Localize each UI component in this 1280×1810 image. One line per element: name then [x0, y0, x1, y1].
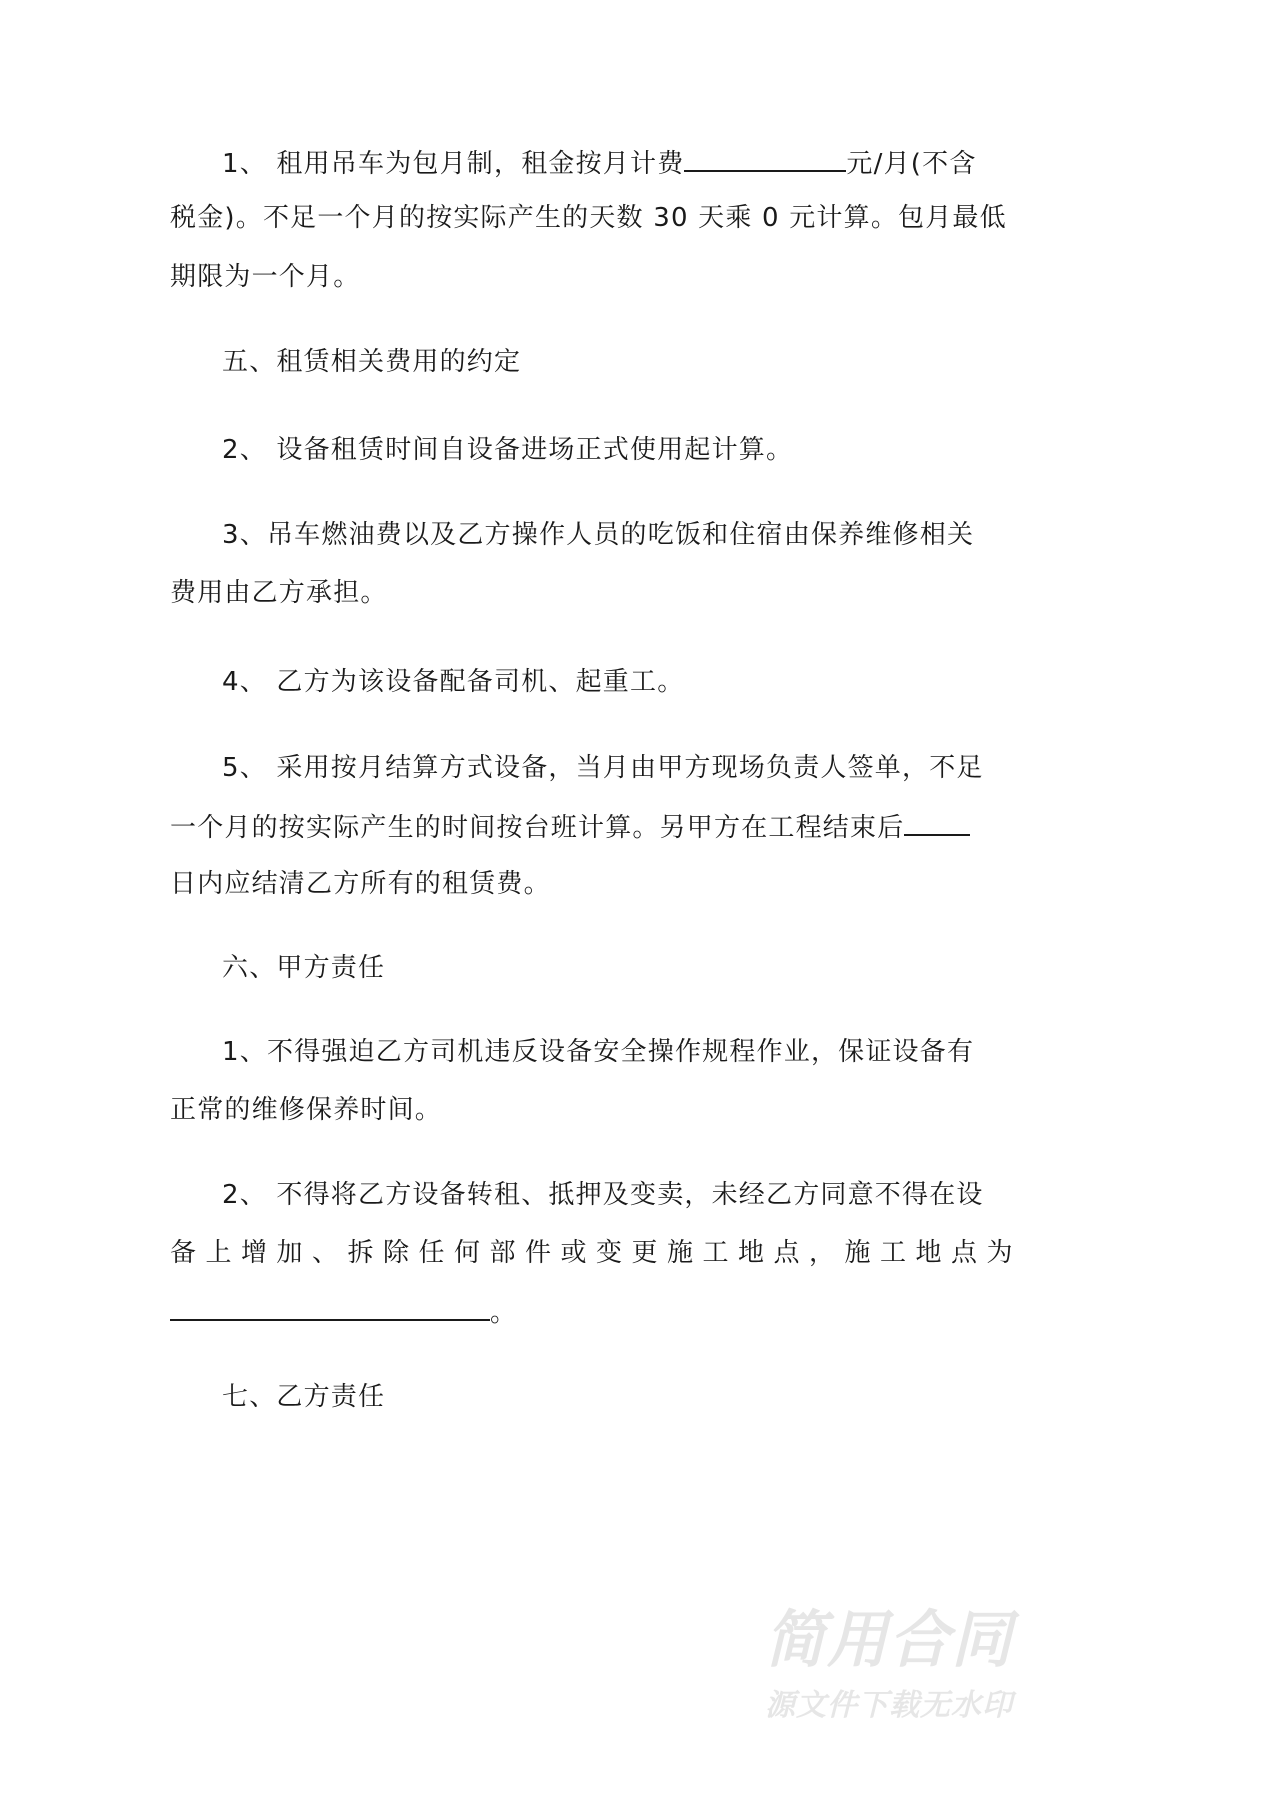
clause-1-line-3: 期限为一个月。 [170, 262, 361, 292]
clause-1-line-1 [222, 146, 977, 180]
clause-5-line-1: 5、 采用按月结算方式设备，当月由甲方现场负责人签单，不足 [222, 753, 984, 783]
party-a-clause-1-line-2: 正常的维修保养时间。 [170, 1095, 443, 1125]
clause-3-line-1: 3、吊车燃油费以及乙方操作人员的吃饭和住宿由保养维修相关 [222, 520, 975, 550]
settlement-days-blank [904, 810, 970, 836]
section-5-heading: 五、租赁相关费用的约定 [222, 347, 522, 377]
party-a-clause-1-line-1: 1、不得强迫乙方司机违反设备安全操作规程作业，保证设备有 [222, 1037, 975, 1067]
party-a-clause-2-line-3 [170, 1295, 940, 1329]
clause-1-text-post: 元/月(不含 [846, 149, 977, 179]
clause-4: 4、 乙方为该设备配备司机、起重工。 [222, 667, 685, 697]
clause-5-line-2 [170, 810, 940, 844]
watermark-subtitle: 源文件下载无水印 [765, 1688, 1013, 1723]
clause-1-line-2: 税金)。不足一个月的按实际产生的天数 30 天乘 0 元计算。包月最低 [170, 203, 1007, 233]
clause-5-line-2-text: 一个月的按实际产生的时间按台班计算。另甲方在工程结束后 [170, 813, 905, 843]
watermark-title: 简用合同 [765, 1603, 1014, 1676]
section-7-heading: 七、乙方责任 [222, 1382, 386, 1412]
clause-1-text-pre: 1、 租用吊车为包月制，租金按月计费 [222, 149, 685, 179]
section-6-heading: 六、甲方责任 [222, 953, 386, 983]
clause-5-line-3: 日内应结清乙方所有的租赁费。 [170, 869, 551, 899]
construction-site-blank [170, 1295, 490, 1321]
clause-3-line-2: 费用由乙方承担。 [170, 578, 388, 608]
rent-amount-blank [684, 146, 846, 172]
party-a-clause-2-line-1: 2、 不得将乙方设备转租、抵押及变卖，未经乙方同意不得在设 [222, 1180, 984, 1210]
party-a-clause-2-line-2: 备上增加、拆除任何部件或变更施工地点，施工地点为 [170, 1238, 1023, 1268]
clause-2: 2、 设备租赁时间自设备进场正式使用起计算。 [222, 435, 794, 465]
party-a-clause-2-line-3-end: 。 [490, 1298, 518, 1328]
